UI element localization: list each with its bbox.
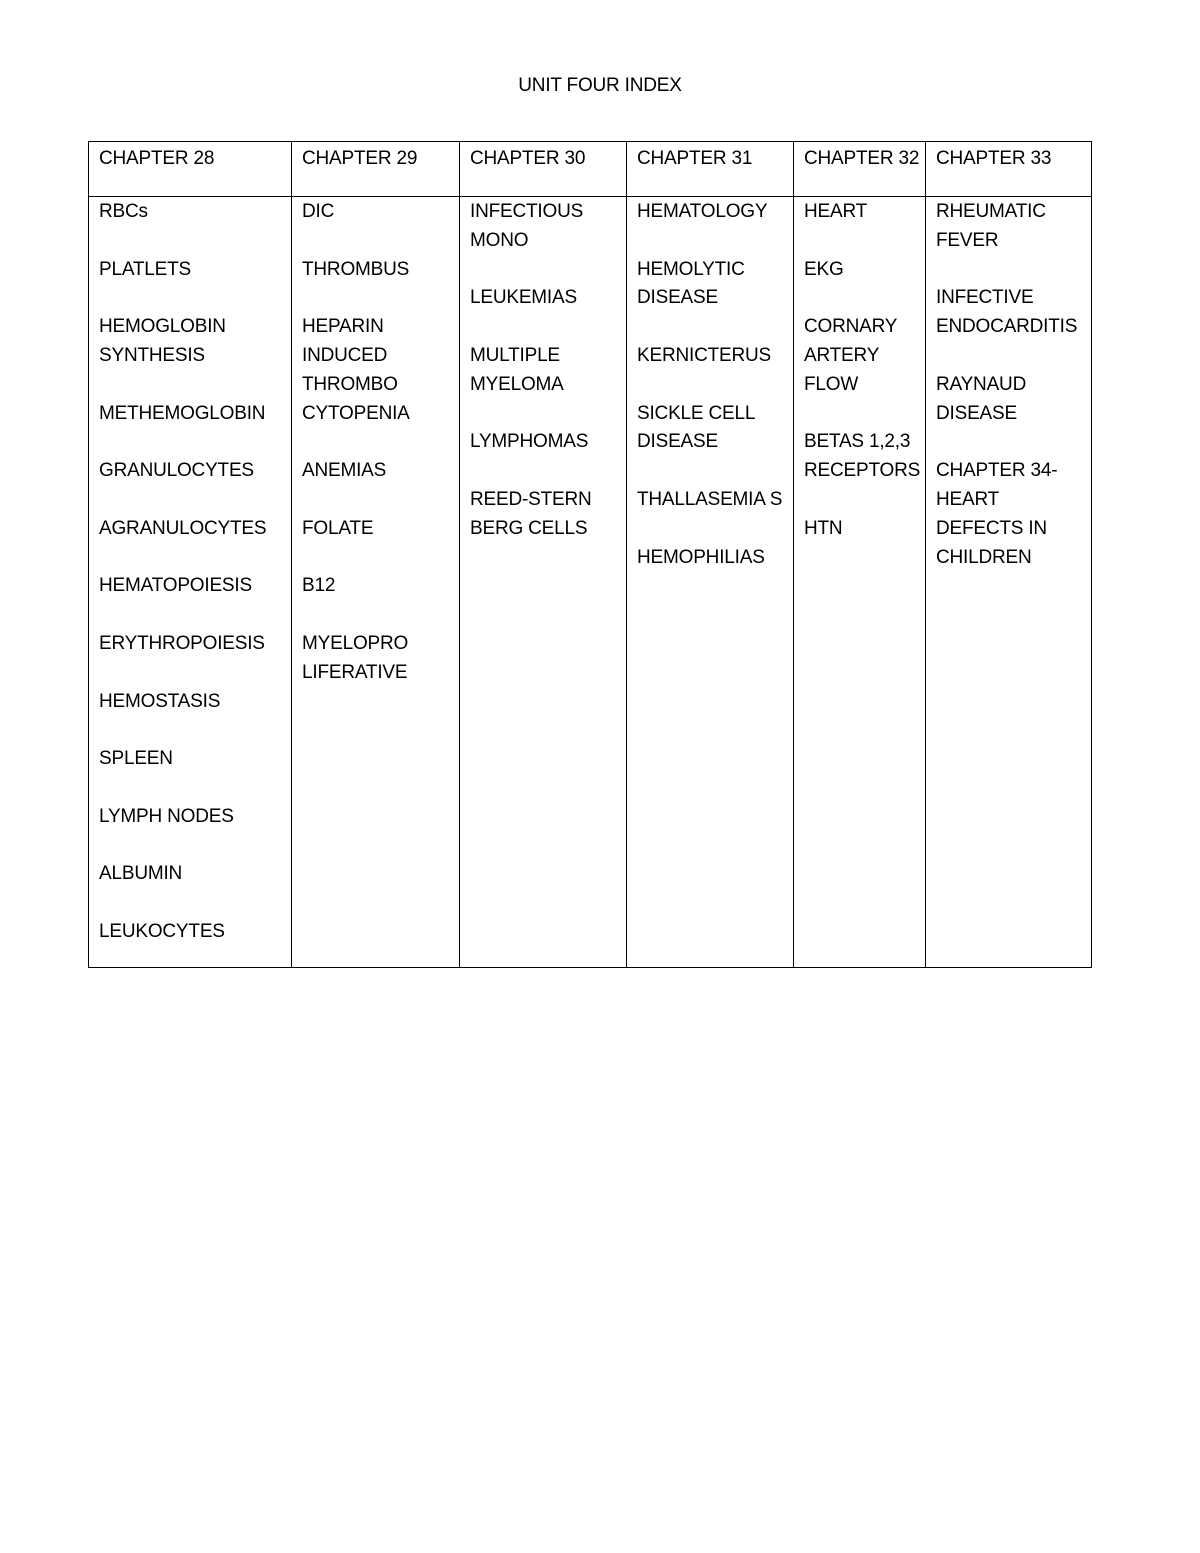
- topic-entry: HEART: [804, 201, 868, 222]
- chapter-header: CHAPTER 28: [89, 142, 292, 197]
- topic-entry: DIC: [302, 201, 335, 222]
- topic-entry: HEMOGLOBIN SYNTHESIS: [99, 316, 226, 366]
- topic-entry: LEUKOCYTES: [99, 920, 225, 942]
- topic-entry: LEUKEMIAS: [470, 287, 577, 309]
- chapter-28-topics: [89, 197, 292, 968]
- topic-entry: METHEMOGLOBIN: [99, 402, 266, 424]
- topic-entry: LYMPHOMAS: [470, 431, 589, 453]
- topic-entry: KERNICTERUS: [637, 344, 771, 366]
- topic-entry: AGRANULOCYTES: [99, 517, 267, 539]
- topic-entry: INFECTIOUS MONO: [470, 201, 584, 251]
- topic-entry: FOLATE: [302, 517, 374, 539]
- topic-entry: ERYTHROPOIESIS: [99, 632, 265, 654]
- topic-entry: HEMATOPOIESIS: [99, 575, 252, 597]
- topic-entry: HEMOLYTIC DISEASE: [637, 258, 745, 309]
- header-row: [89, 142, 1092, 197]
- chapter-header: CHAPTER 29: [292, 142, 460, 197]
- topic-entry: HEMOSTASIS: [99, 690, 221, 712]
- chapter-header: CHAPTER 31: [627, 142, 794, 197]
- topic-entry: REED-STERN BERG CELLS: [470, 488, 592, 539]
- topic-entry: PLATLETS: [99, 258, 192, 280]
- topic-entry: THROMBUS: [302, 258, 410, 280]
- chapter-32-topics: [794, 197, 926, 968]
- topic-entry: RHEUMATIC FEVER: [936, 201, 1046, 251]
- chapter-31-topics: [627, 197, 794, 968]
- topic-entry: INFECTIVE ENDOCARDITIS: [936, 287, 1078, 338]
- chapter-30-topics: [460, 197, 627, 968]
- topic-entry: MULTIPLE MYELOMA: [470, 344, 564, 395]
- topic-entry: RAYNAUD DISEASE: [936, 373, 1027, 424]
- topic-entry: HTN: [804, 517, 843, 539]
- chapter-header: CHAPTER 32: [794, 142, 926, 197]
- topic-entry: BETAS 1,2,3 RECEPTORS: [804, 431, 921, 482]
- topic-entry: ANEMIAS: [302, 460, 387, 482]
- topic-entry: CHAPTER 34- HEART DEFECTS IN CHILDREN: [936, 460, 1058, 568]
- topic-entry: LYMPH NODES: [99, 805, 234, 827]
- topic-entry: HEPARIN INDUCED THROMBO CYTOPENIA: [302, 316, 410, 424]
- chapter-header: CHAPTER 33: [926, 142, 1092, 197]
- topic-entry: EKG: [804, 258, 844, 280]
- topic-entry: HEMATOLOGY: [637, 201, 768, 222]
- topic-entry: SICKLE CELL DISEASE: [637, 402, 755, 453]
- topic-entry: THALLASEMIA S: [637, 488, 783, 510]
- topic-entry: HEMOPHILIAS: [637, 546, 765, 568]
- topics-row: [89, 197, 1092, 968]
- chapter-29-topics: [292, 197, 460, 968]
- page-title: UNIT FOUR INDEX: [518, 75, 682, 96]
- topic-entry: CORNARY ARTERY FLOW: [804, 316, 897, 395]
- topic-entry: B12: [302, 575, 336, 597]
- chapter-33-topics: [926, 197, 1092, 968]
- chapter-header: CHAPTER 30: [460, 142, 627, 197]
- topic-entry: MYELOPRO LIFERATIVE: [302, 632, 409, 683]
- topic-entry: SPLEEN: [99, 748, 173, 770]
- topic-entry: GRANULOCYTES: [99, 460, 254, 482]
- index-table: [88, 141, 1092, 968]
- topic-entry: RBCs: [99, 201, 148, 222]
- topic-entry: ALBUMIN: [99, 863, 183, 885]
